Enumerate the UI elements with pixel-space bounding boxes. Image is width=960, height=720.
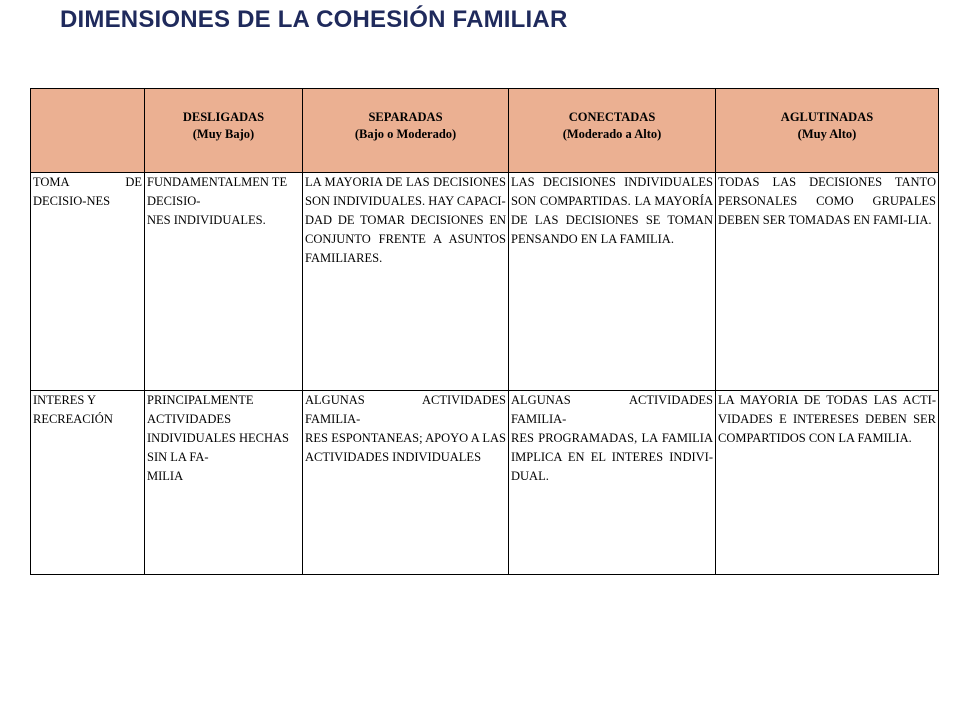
cell-decisiones-separadas: LA MAYORIA DE LAS DECISIONES SON INDIVIDUALES. HAY CAPACI- DAD DE TOMAR DECISIONES EN CONJUNTO FRENTE A ASUNTOS FAMILIARES. [303, 173, 509, 391]
header-conectadas [509, 89, 716, 173]
header-desligadas-name: DESLIGADAS [182, 110, 265, 124]
header-conectadas-level: (Moderado a Alto) [562, 127, 662, 141]
header-desligadas-level: (Muy Bajo) [192, 127, 255, 141]
header-conectadas-name: CONECTADAS [568, 110, 656, 124]
page-title: DIMENSIONES DE LA COHESIÓN FAMILIAR [60, 6, 568, 33]
table-row-interes-recreacion [31, 391, 939, 575]
header-separadas-level: (Bajo o Moderado) [354, 127, 457, 141]
cohesion-table [30, 88, 939, 575]
row-label-toma-decisiones: TOMA DE DECISIO-NES [31, 173, 145, 391]
cell-interes-separadas: ALGUNAS ACTIVIDADES FAMILIA- RES ESPONTANEAS; APOYO A LAS ACTIVIDADES INDIVIDUALES [303, 391, 509, 575]
cell-decisiones-desligadas: FUNDAMENTALMEN TE DECISIO- NES INDIVIDUALES. [145, 173, 303, 391]
cell-decisiones-conectadas: LAS DECISIONES INDIVIDUALES SON COMPARTIDAS. LA MAYORÍA DE LAS DECISIONES SE TOMAN PENSANDO EN LA FAMILIA. [509, 173, 716, 391]
header-row [31, 89, 939, 173]
header-separadas [303, 89, 509, 173]
header-aglutinadas [716, 89, 939, 173]
header-aglutinadas-level: (Muy Alto) [797, 127, 857, 141]
cell-interes-desligadas: PRINCIPALMENTE ACTIVIDADES INDIVIDUALES HECHAS SIN LA FA- MILIA [145, 391, 303, 575]
cell-interes-conectadas: ALGUNAS ACTIVIDADES FAMILIA- RES PROGRAMADAS, LA FAMILIA IMPLICA EN EL INTERES INDIVI-DUAL. [509, 391, 716, 575]
cell-decisiones-aglutinadas: TODAS LAS DECISIONES TANTO PERSONALES COMO GRUPALES DEBEN SER TOMADAS EN FAMI-LIA. [716, 173, 939, 391]
header-desligadas [145, 89, 303, 173]
header-aglutinadas-name: AGLUTINADAS [780, 110, 874, 124]
header-corner-cell [31, 89, 145, 173]
row-label-interes-recreacion: INTERES Y RECREACIÓN [31, 391, 145, 575]
header-separadas-name: SEPARADAS [368, 110, 443, 124]
table-row-toma-decisiones [31, 173, 939, 391]
cell-interes-aglutinadas: LA MAYORIA DE TODAS LAS ACTI-VIDADES E INTERESES DEBEN SER COMPARTIDOS CON LA FAMILIA. [716, 391, 939, 575]
